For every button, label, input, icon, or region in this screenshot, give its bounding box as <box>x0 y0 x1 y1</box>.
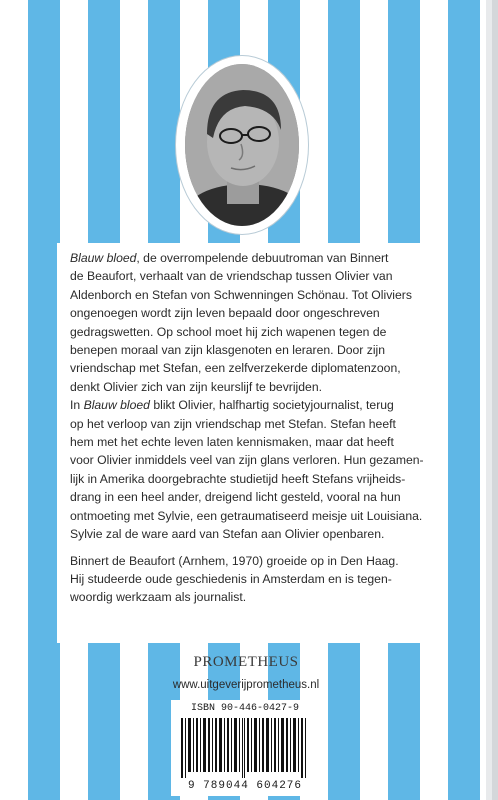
author-portrait-frame <box>176 56 308 234</box>
blurb-line: Aldenborch en Stefan von Schwenningen Schönau. Tot Oliviers <box>70 287 412 302</box>
blurb-line: Sylvie zal de ware aard van Stefan aan Olivier openbaren. <box>70 527 385 542</box>
blurb-line: op het verloop van zijn vriendschap met Stefan. Stefan heeft <box>70 416 396 431</box>
barcode-digits: 9 789044 604276 <box>187 780 303 792</box>
blurb-line: benepen moraal van zijn klasgenoten en leraren. Door zijn <box>70 343 386 358</box>
bio-line: Binnert de Beaufort (Arnhem, 1970) groeide op in Den Haag. <box>70 553 399 568</box>
bio-line: woordig werkzaam als journalist. <box>70 590 247 605</box>
author-bio <box>70 552 435 607</box>
book-title-italic: Blauw bloed <box>83 398 150 413</box>
publisher-url: www.uitgeverijprometheus.nl <box>172 679 320 691</box>
blurb-line: hem met het echte leven laten kennismaken, maar dat heeft <box>70 435 394 450</box>
book-title-italic: Blauw bloed <box>70 251 137 265</box>
author-portrait-photo <box>185 64 299 226</box>
blurb-textbox <box>57 243 447 643</box>
blurb-paragraph-2 <box>70 396 435 543</box>
blurb-line: ongenoegen wordt zijn leven bepaald door ongeschreven <box>70 306 380 321</box>
blurb-paragraph-1 <box>70 249 435 396</box>
blurb-line: blikt Olivier, halfhartig societyjournalist, terug <box>149 398 394 413</box>
blurb-line-prefix: In <box>70 398 84 413</box>
blurb-line: de Beaufort, verhaalt van de vriendschap tussen Olivier van <box>70 269 393 284</box>
blurb-line: voor Olivier inmiddels veel van zijn glans verloren. Hun gezamen- <box>70 453 424 468</box>
blurb-line: lijk in Amerika doorgebrachte studietijd heeft Stefans vrijheids- <box>70 471 406 486</box>
isbn-label: ISBN 90-446-0427-9 <box>190 703 300 714</box>
barcode-box <box>171 700 319 796</box>
blurb-line: vriendschap met Stefan, een zelfverzekerde diplomatenzoon, <box>70 361 401 376</box>
blurb-line: ontmoeting met Sylvie, een getraumatiseerd meisje uit Louisiana. <box>70 508 423 523</box>
barcode-icon <box>181 718 309 778</box>
author-portrait-illustration <box>185 64 299 226</box>
blurb-line: gedragswetten. Op school moet hij zich wapenen tegen de <box>70 324 387 339</box>
blurb-line: drang in een heel ander, dreigend licht gesteld, vooral na hun <box>70 490 401 505</box>
bio-line: Hij studeerde oude geschiedenis in Amsterdam en is tegen- <box>70 571 392 586</box>
blurb-line: , de overrompelende debuutroman van Binnert <box>136 251 389 265</box>
blurb-line: denkt Olivier zich van zijn keurslijf te bevrijden. <box>70 379 322 394</box>
publisher-logo: PROMETHEUS <box>193 654 299 670</box>
